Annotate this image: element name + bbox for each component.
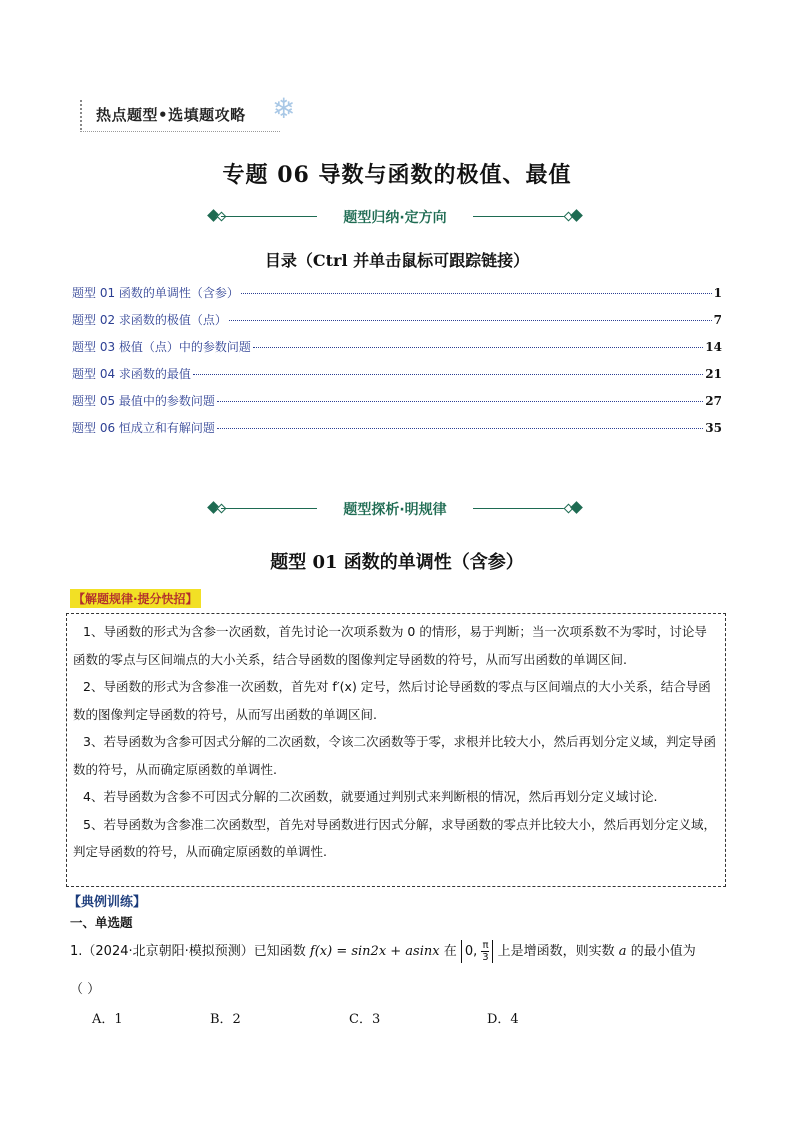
- question-function: f(x) = sin2x + asinx: [309, 944, 440, 959]
- toc-title: 目录（Ctrl 并单击鼠标可跟踪链接）: [264, 251, 530, 270]
- toc-label: 题型 01 函数的单调性（含参）: [72, 286, 239, 300]
- toc-label: 题型 03 极值（点）中的参数问题: [72, 340, 251, 354]
- banner-text: 题型探析·明规律: [343, 502, 447, 518]
- toc-page: 7: [713, 313, 722, 327]
- section-title: 题型 01 函数的单调性（含参）: [270, 552, 524, 573]
- divider-line: [473, 216, 569, 217]
- answer-paren: （ ）: [70, 982, 101, 997]
- toc-link-05[interactable]: [72, 392, 722, 419]
- question-end: 的最小值为: [630, 944, 696, 959]
- option-a[interactable]: A．1: [92, 1012, 123, 1027]
- toc-leader: [241, 293, 712, 294]
- banner-classify: [205, 207, 585, 227]
- question-in: 在: [443, 944, 457, 959]
- toc-link-06[interactable]: [72, 419, 722, 446]
- question-prefix: 1.（2024·北京朝阳·模拟预测）已知函数: [70, 944, 306, 959]
- header-tag: 热点题型•选填题攻略: [96, 106, 246, 124]
- interval-fraction: [481, 940, 489, 963]
- toc-page: 1: [713, 286, 722, 300]
- tip-item: 4、若导函数为含参不可因式分解的二次函数，就要通过判别式来判断根的情况，然后再划分定义域讨论.: [83, 789, 658, 804]
- question-variable: a: [618, 944, 627, 959]
- banner-explore: [205, 499, 585, 519]
- banner-text: 题型归纳·定方向: [343, 210, 447, 226]
- toc-link-02[interactable]: [72, 311, 722, 338]
- toc-label: 题型 04 求函数的最值: [72, 367, 191, 381]
- toc-page: 14: [705, 340, 722, 354]
- tip-item: 5、若导函数为含参准二次函数型，首先对导函数进行因式分解，求导函数的零点并比较大小，然后再划分定义域，判定导函数的符号，从而确定原函数的单调性.: [73, 816, 716, 859]
- question-suffix: 上是增函数，则实数: [497, 944, 615, 959]
- toc-leader: [217, 401, 703, 402]
- table-of-contents: [72, 284, 722, 446]
- page-title: 专题 06 导数与函数的极值、最值: [222, 162, 572, 188]
- interval-left: 0,: [464, 944, 478, 959]
- toc-page: 35: [705, 421, 722, 435]
- toc-link-03[interactable]: [72, 338, 722, 365]
- header-underline: [80, 131, 280, 132]
- fraction-denominator: 3: [482, 952, 489, 963]
- option-d[interactable]: D．4: [487, 1012, 519, 1027]
- snowflake-icon: ❄: [272, 92, 296, 125]
- tip-box: [66, 613, 726, 887]
- toc-leader: [229, 320, 712, 321]
- toc-label: 题型 06 恒成立和有解问题: [72, 421, 215, 435]
- tip-tag: 【解题规律·提分快招】: [70, 589, 201, 608]
- toc-page: 27: [705, 394, 722, 408]
- header-decoration: [80, 100, 84, 130]
- tip-item: 1、导函数的形式为含参一次函数，首先讨论一次项系数为 0 的情形，易于判断；当一次项系数不为零时，讨论导函数的零点与区间端点的大小关系，结合导函数的图像判定导函数的符号，从而写出函数的单调区间.: [73, 624, 707, 667]
- question-1: [70, 940, 730, 963]
- tip-item: 3、若导函数为含参可因式分解的二次函数，令该二次函数等于零，求根并比较大小，然后再划分定义域，判定导函数的符号，从而确定原函数的单调性.: [73, 734, 716, 777]
- example-tag: 【典例训练】: [68, 895, 147, 910]
- toc-leader: [193, 374, 703, 375]
- fraction-numerator: π: [482, 940, 489, 951]
- option-c[interactable]: C．3: [349, 1012, 381, 1027]
- toc-link-04[interactable]: [72, 365, 722, 392]
- option-b[interactable]: B．2: [210, 1012, 241, 1027]
- toc-label: 题型 05 最值中的参数问题: [72, 394, 215, 408]
- toc-leader: [253, 347, 703, 348]
- question-interval: [461, 940, 494, 963]
- subhead: 一、单选题: [70, 915, 133, 930]
- toc-page: 21: [705, 367, 722, 381]
- toc-link-01[interactable]: [72, 284, 722, 311]
- tip-item: 2、导函数的形式为含参准一次函数，首先对 f′(x) 定号，然后讨论导函数的零点与区间端点的大小关系，结合导函数的图像判定导函数的符号，从而写出函数的单调区间.: [73, 679, 711, 722]
- toc-label: 题型 02 求函数的极值（点）: [72, 313, 227, 327]
- toc-leader: [217, 428, 703, 429]
- divider-line: [473, 508, 569, 509]
